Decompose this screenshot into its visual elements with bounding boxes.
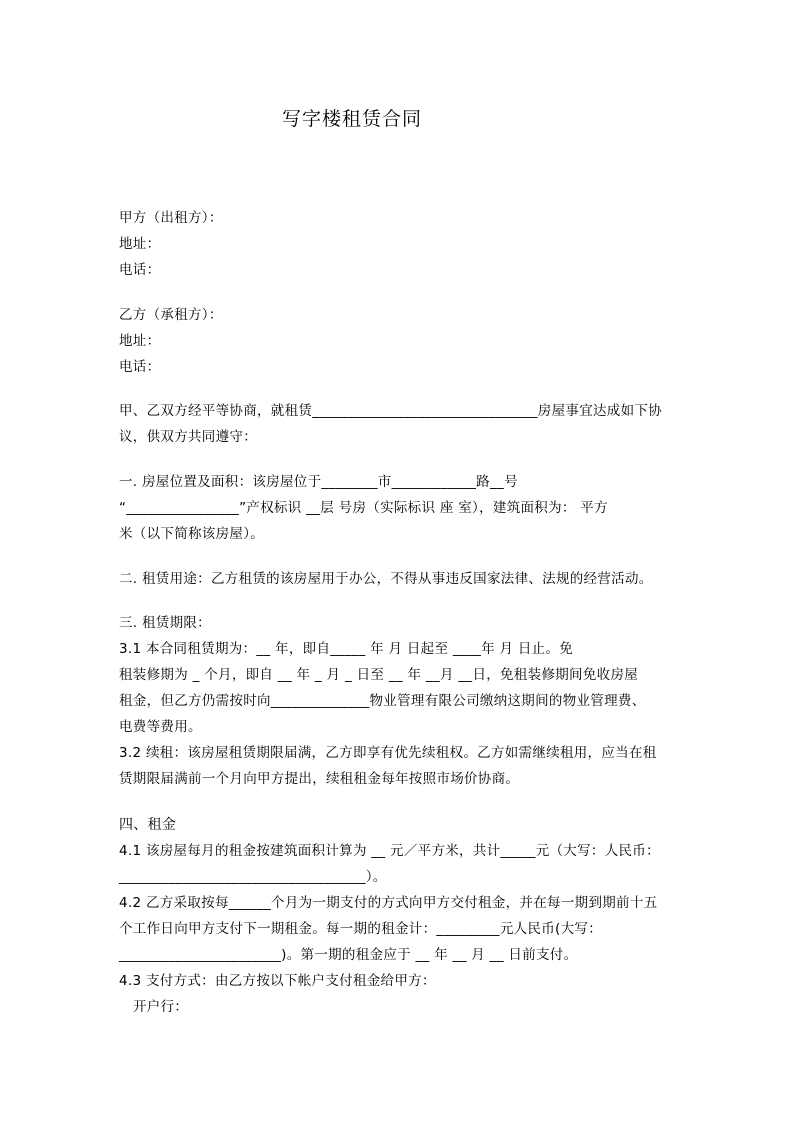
- section3-heading: 三. 租赁期限：: [119, 615, 211, 631]
- section3-line: 3.2 续租：该房屋租赁期限届满，乙方即享有优先续租权。乙方如需继续租用，应当在租: [119, 745, 657, 761]
- section3-line: 租装修期为 _ 个月，即自 __ 年 _ 月 _ 日至 __ 年 __月 __日，免租装修期间免收房屋: [119, 667, 639, 683]
- party-b-address: 地址：: [119, 333, 161, 349]
- section4-line: ___________________________________）。: [119, 869, 387, 885]
- section1-line: 米（以下简称该房屋）。: [119, 526, 265, 542]
- party-a-address: 地址：: [119, 236, 161, 252]
- intro-line: 议，供双方共同遵守：: [119, 429, 257, 445]
- party-a-phone: 电话：: [119, 262, 161, 278]
- party-b-phone: 电话：: [119, 359, 161, 375]
- section4-heading: 四、租金: [119, 817, 177, 833]
- section4-line: 4.3 支付方式：由乙方按以下帐户支付租金给甲方：: [119, 973, 436, 989]
- section4-line: 4.2 乙方采取按每______个月为一期支付的方式向甲方交付租金，并在每一期到期前十五: [119, 895, 658, 911]
- section4-line: 4.1 该房屋每月的租金按建筑面积计算为 __ 元／平方米，共计_____元（大写：人民币：: [119, 843, 660, 859]
- document-title: 写字楼租赁合同: [282, 108, 423, 130]
- section1-line: “________________”产权标识 __层 号房（实际标识 座 室），建筑面积为： 平方: [119, 500, 608, 516]
- section3-line: 电费等费用。: [119, 719, 202, 735]
- section4-line: _______________________)。第一期的租金应于 __ 年 __ 月 __ 日前支付。: [119, 947, 578, 963]
- intro-line: 甲、乙双方经平等协商，就租赁________________________________房屋事宜达成如下协: [119, 403, 662, 419]
- section3-line: 3.1 本合同租赁期为：__ 年，即自_____ 年 月 日起至 ____年 月 日止。免: [119, 641, 574, 657]
- section1-line: 一. 房屋位置及面积：该房屋位于________市____________路__号: [119, 474, 518, 490]
- bank-label: 开户行：: [133, 999, 189, 1015]
- section2-line: 二. 租赁用途：乙方租赁的该房屋用于办公，不得从事违反国家法律、法规的经营活动。: [119, 571, 653, 587]
- party-b-heading: 乙方（承租方）：: [119, 307, 223, 323]
- section3-line: 租金，但乙方仍需按时向______________物业管理有限公司缴纳这期间的物业管理费、: [119, 693, 646, 709]
- party-a-heading: 甲方（出租方）：: [119, 210, 223, 226]
- section4-line: 个工作日向甲方支付下一期租金。每一期的租金计：_________元人民币(大写：: [119, 921, 603, 937]
- section3-line: 赁期限届满前一个月向甲方提出，续租租金每年按照市场价协商。: [119, 771, 520, 787]
